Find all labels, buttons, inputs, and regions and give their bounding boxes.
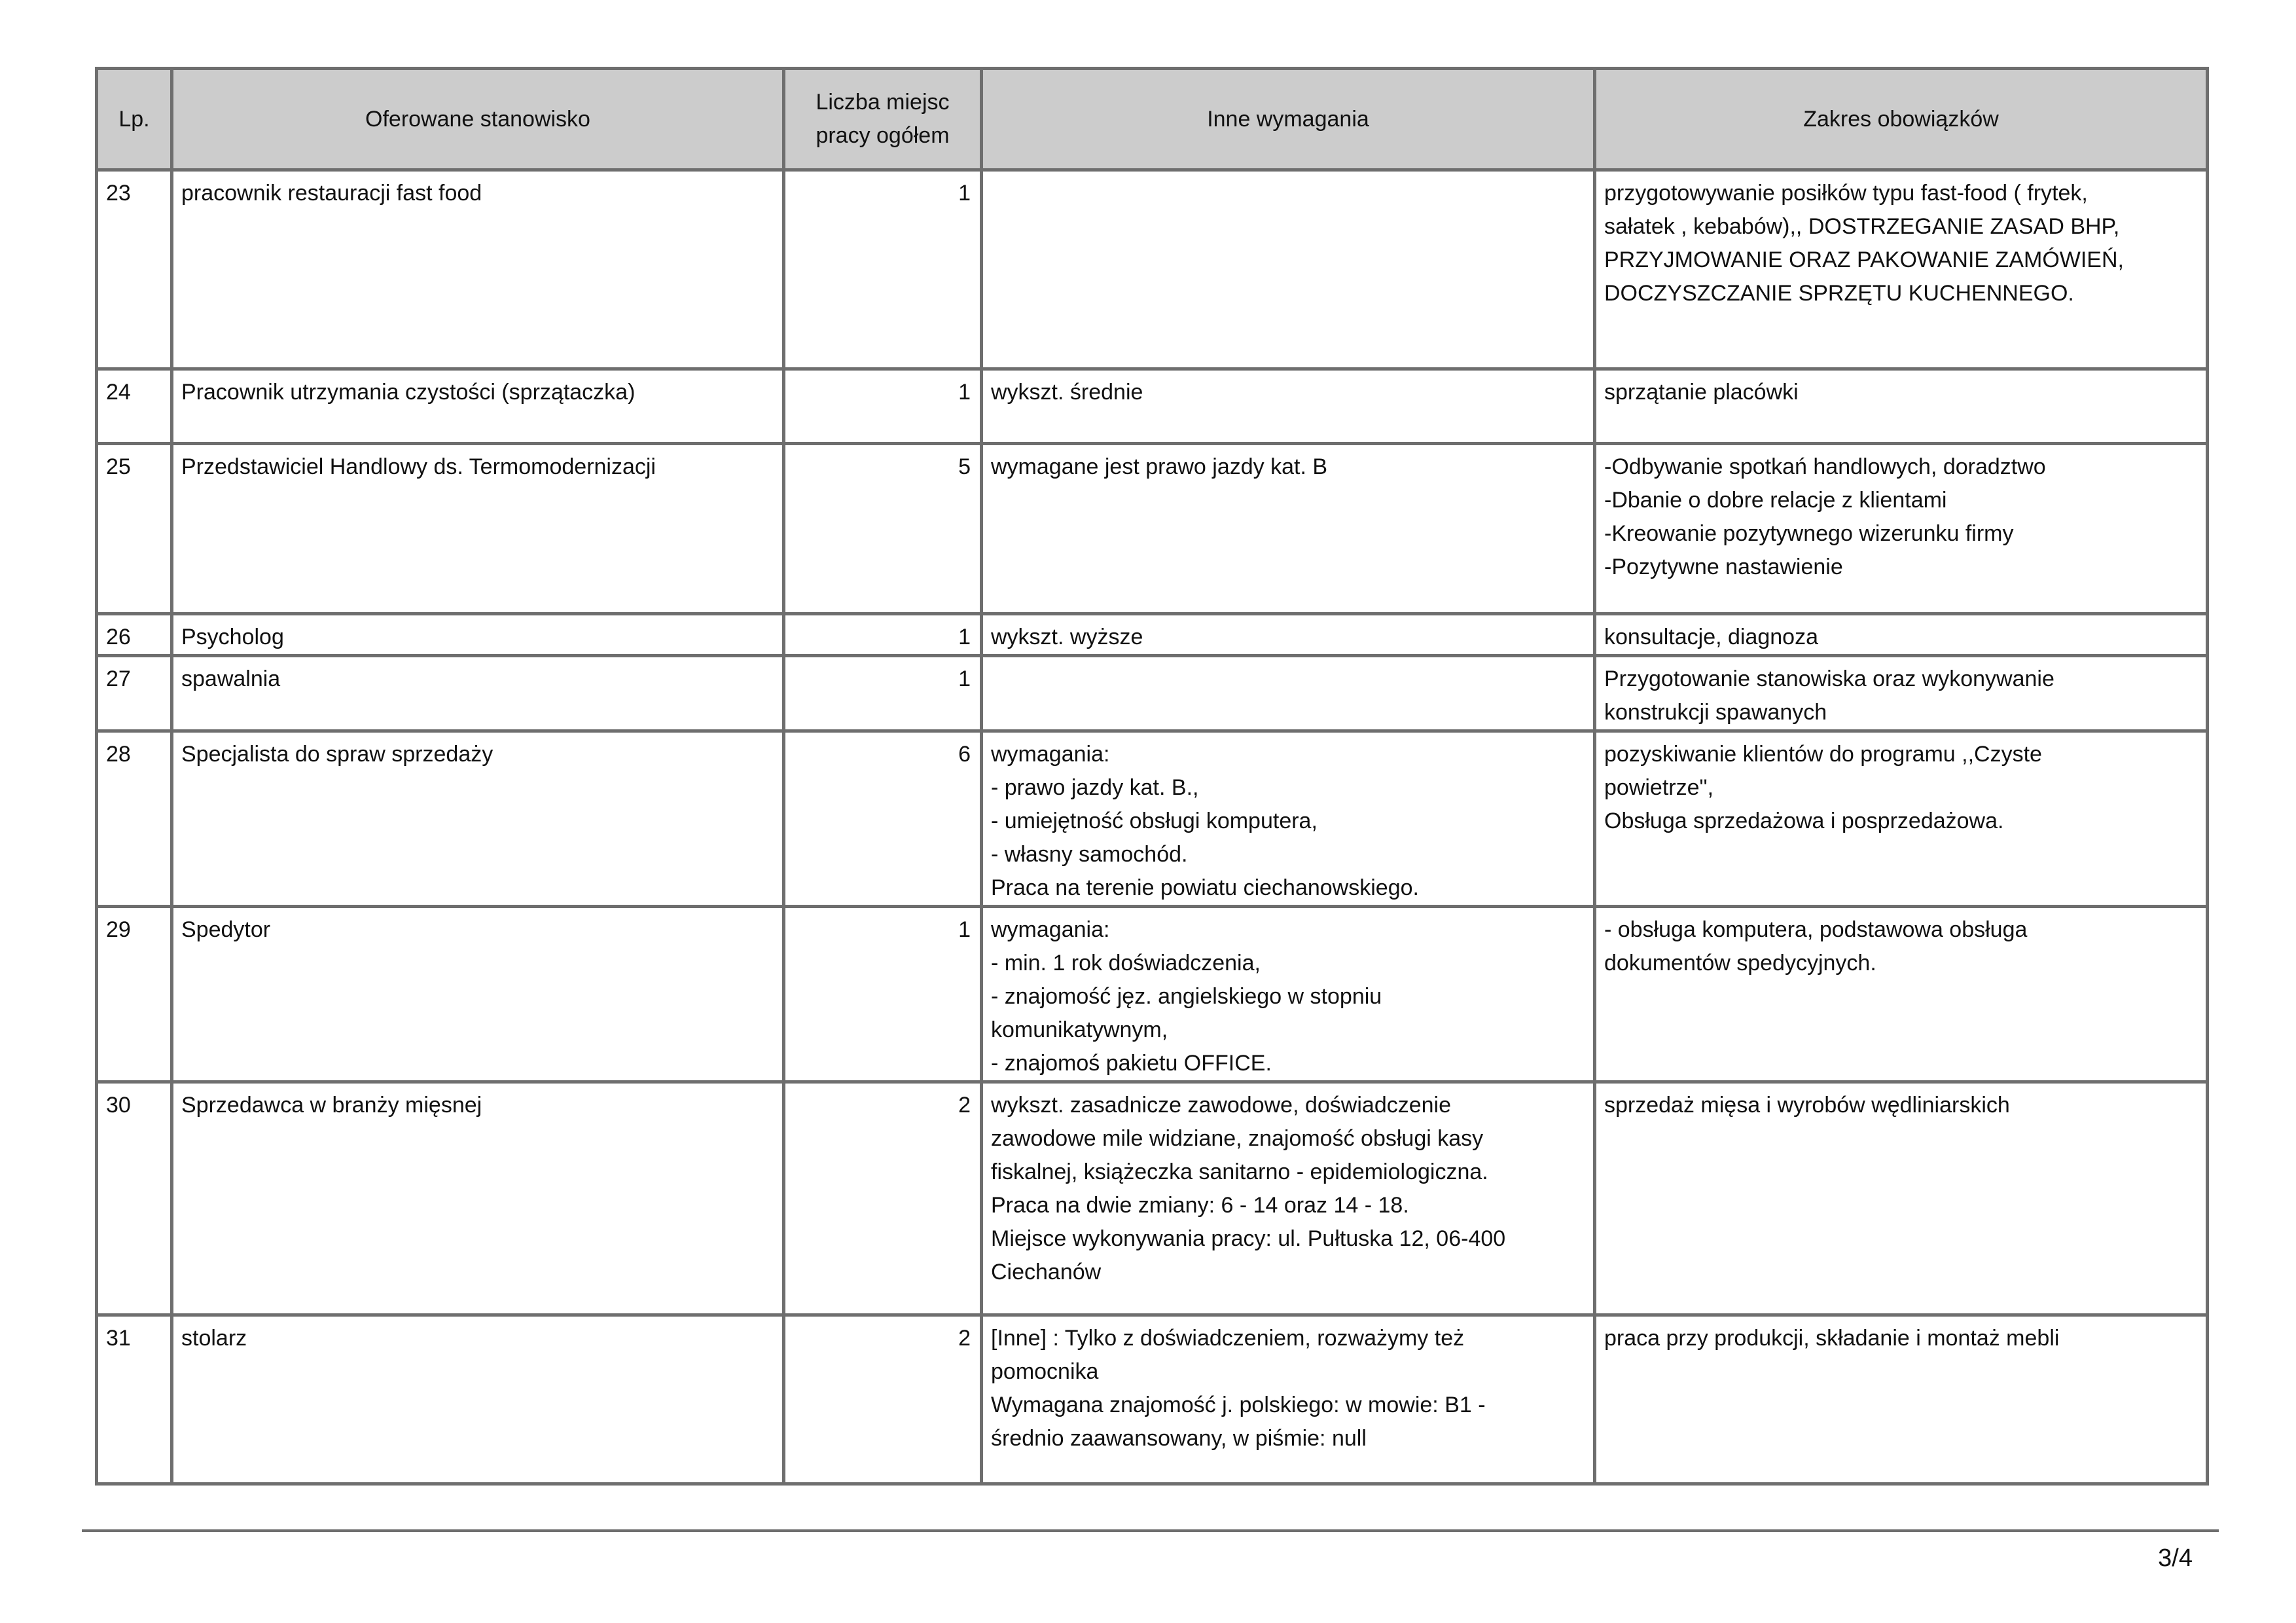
cell-lp: 31	[97, 1315, 172, 1484]
cell-position: Przedstawiciel Handlowy ds. Termomodernizacji	[172, 444, 784, 614]
header-duties: Zakres obowiązków	[1595, 69, 2208, 170]
cell-count: 1	[784, 170, 982, 369]
table-row	[97, 170, 2208, 369]
cell-requirements: wymagania: - prawo jazdy kat. B., - umiejętność obsługi komputera, - własny samochód. Praca na terenie powiatu ciechanowskiego.	[982, 731, 1595, 907]
cell-position: Spedytor	[172, 907, 784, 1082]
footer-divider	[82, 1529, 2219, 1532]
cell-count: 2	[784, 1315, 982, 1484]
cell-count: 1	[784, 907, 982, 1082]
table-row	[97, 1315, 2208, 1484]
table-row	[97, 369, 2208, 444]
cell-duties: - obsługa komputera, podstawowa obsługa dokumentów spedycyjnych.	[1595, 907, 2208, 1082]
cell-lp: 28	[97, 731, 172, 907]
cell-requirements: wymagane jest prawo jazdy kat. B	[982, 444, 1595, 614]
cell-position: pracownik restauracji fast food	[172, 170, 784, 369]
header-lp: Lp.	[97, 69, 172, 170]
cell-count: 1	[784, 656, 982, 731]
cell-count: 2	[784, 1082, 982, 1315]
job-offers-table	[95, 67, 2209, 1486]
cell-duties: -Odbywanie spotkań handlowych, doradztwo -Dbanie o dobre relacje z klientami -Kreowanie pozytywnego wizerunku firmy -Pozytywne nastawienie	[1595, 444, 2208, 614]
cell-lp: 30	[97, 1082, 172, 1315]
table-row	[97, 731, 2208, 907]
cell-lp: 23	[97, 170, 172, 369]
table-row	[97, 1082, 2208, 1315]
cell-duties: pozyskiwanie klientów do programu ,,Czyste powietrze", Obsługa sprzedażowa i posprzedażowa.	[1595, 731, 2208, 907]
cell-position: Pracownik utrzymania czystości (sprzątaczka)	[172, 369, 784, 444]
cell-count: 1	[784, 614, 982, 656]
cell-lp: 24	[97, 369, 172, 444]
cell-duties: Przygotowanie stanowiska oraz wykonywanie konstrukcji spawanych	[1595, 656, 2208, 731]
cell-duties: sprzedaż mięsa i wyrobów wędliniarskich	[1595, 1082, 2208, 1315]
cell-duties: praca przy produkcji, składanie i montaż mebli	[1595, 1315, 2208, 1484]
cell-lp: 29	[97, 907, 172, 1082]
cell-requirements	[982, 170, 1595, 369]
cell-requirements: wykszt. wyższe	[982, 614, 1595, 656]
header-position: Oferowane stanowisko	[172, 69, 784, 170]
cell-requirements	[982, 656, 1595, 731]
cell-requirements: wykszt. średnie	[982, 369, 1595, 444]
cell-requirements: wymagania: - min. 1 rok doświadczenia, - znajomość jęz. angielskiego w stopniu komunikatywnym, - znajomoś pakietu OFFICE.	[982, 907, 1595, 1082]
table-row	[97, 907, 2208, 1082]
table-row	[97, 444, 2208, 614]
cell-duties: konsultacje, diagnoza	[1595, 614, 2208, 656]
cell-position: spawalnia	[172, 656, 784, 731]
cell-position: stolarz	[172, 1315, 784, 1484]
cell-duties: przygotowywanie posiłków typu fast-food ( frytek, sałatek , kebabów),, DOSTRZEGANIE ZASAD BHP, PRZYJMOWANIE ORAZ PAKOWANIE ZAMÓWIEŃ, DOCZYSZCZANIE SPRZĘTU KUCHENNEGO.	[1595, 170, 2208, 369]
cell-requirements: wykszt. zasadnicze zawodowe, doświadczenie zawodowe mile widziane, znajomość obsługi kasy fiskalnej, książeczka sanitarno - epidemiologiczna. Praca na dwie zmiany: 6 - 14 oraz 14 - 18. Miejsce wykonywania pracy: ul. Pułtuska 12, 06-400 Ciechanów	[982, 1082, 1595, 1315]
table-row	[97, 656, 2208, 731]
cell-count: 1	[784, 369, 982, 444]
header-requirements: Inne wymagania	[982, 69, 1595, 170]
table-header-row	[97, 69, 2208, 170]
cell-position: Psycholog	[172, 614, 784, 656]
cell-count: 5	[784, 444, 982, 614]
page-number: 3/4	[2158, 1544, 2193, 1572]
cell-duties: sprzątanie placówki	[1595, 369, 2208, 444]
header-count: Liczba miejsc pracy ogółem	[784, 69, 982, 170]
cell-position: Sprzedawca w branży mięsnej	[172, 1082, 784, 1315]
cell-count: 6	[784, 731, 982, 907]
cell-requirements: [Inne] : Tylko z doświadczeniem, rozważymy też pomocnika Wymagana znajomość j. polskiego: w mowie: B1 - średnio zaawansowany, w piśmie: null	[982, 1315, 1595, 1484]
cell-position: Specjalista do spraw sprzedaży	[172, 731, 784, 907]
cell-lp: 27	[97, 656, 172, 731]
table-row	[97, 614, 2208, 656]
cell-lp: 25	[97, 444, 172, 614]
cell-lp: 26	[97, 614, 172, 656]
